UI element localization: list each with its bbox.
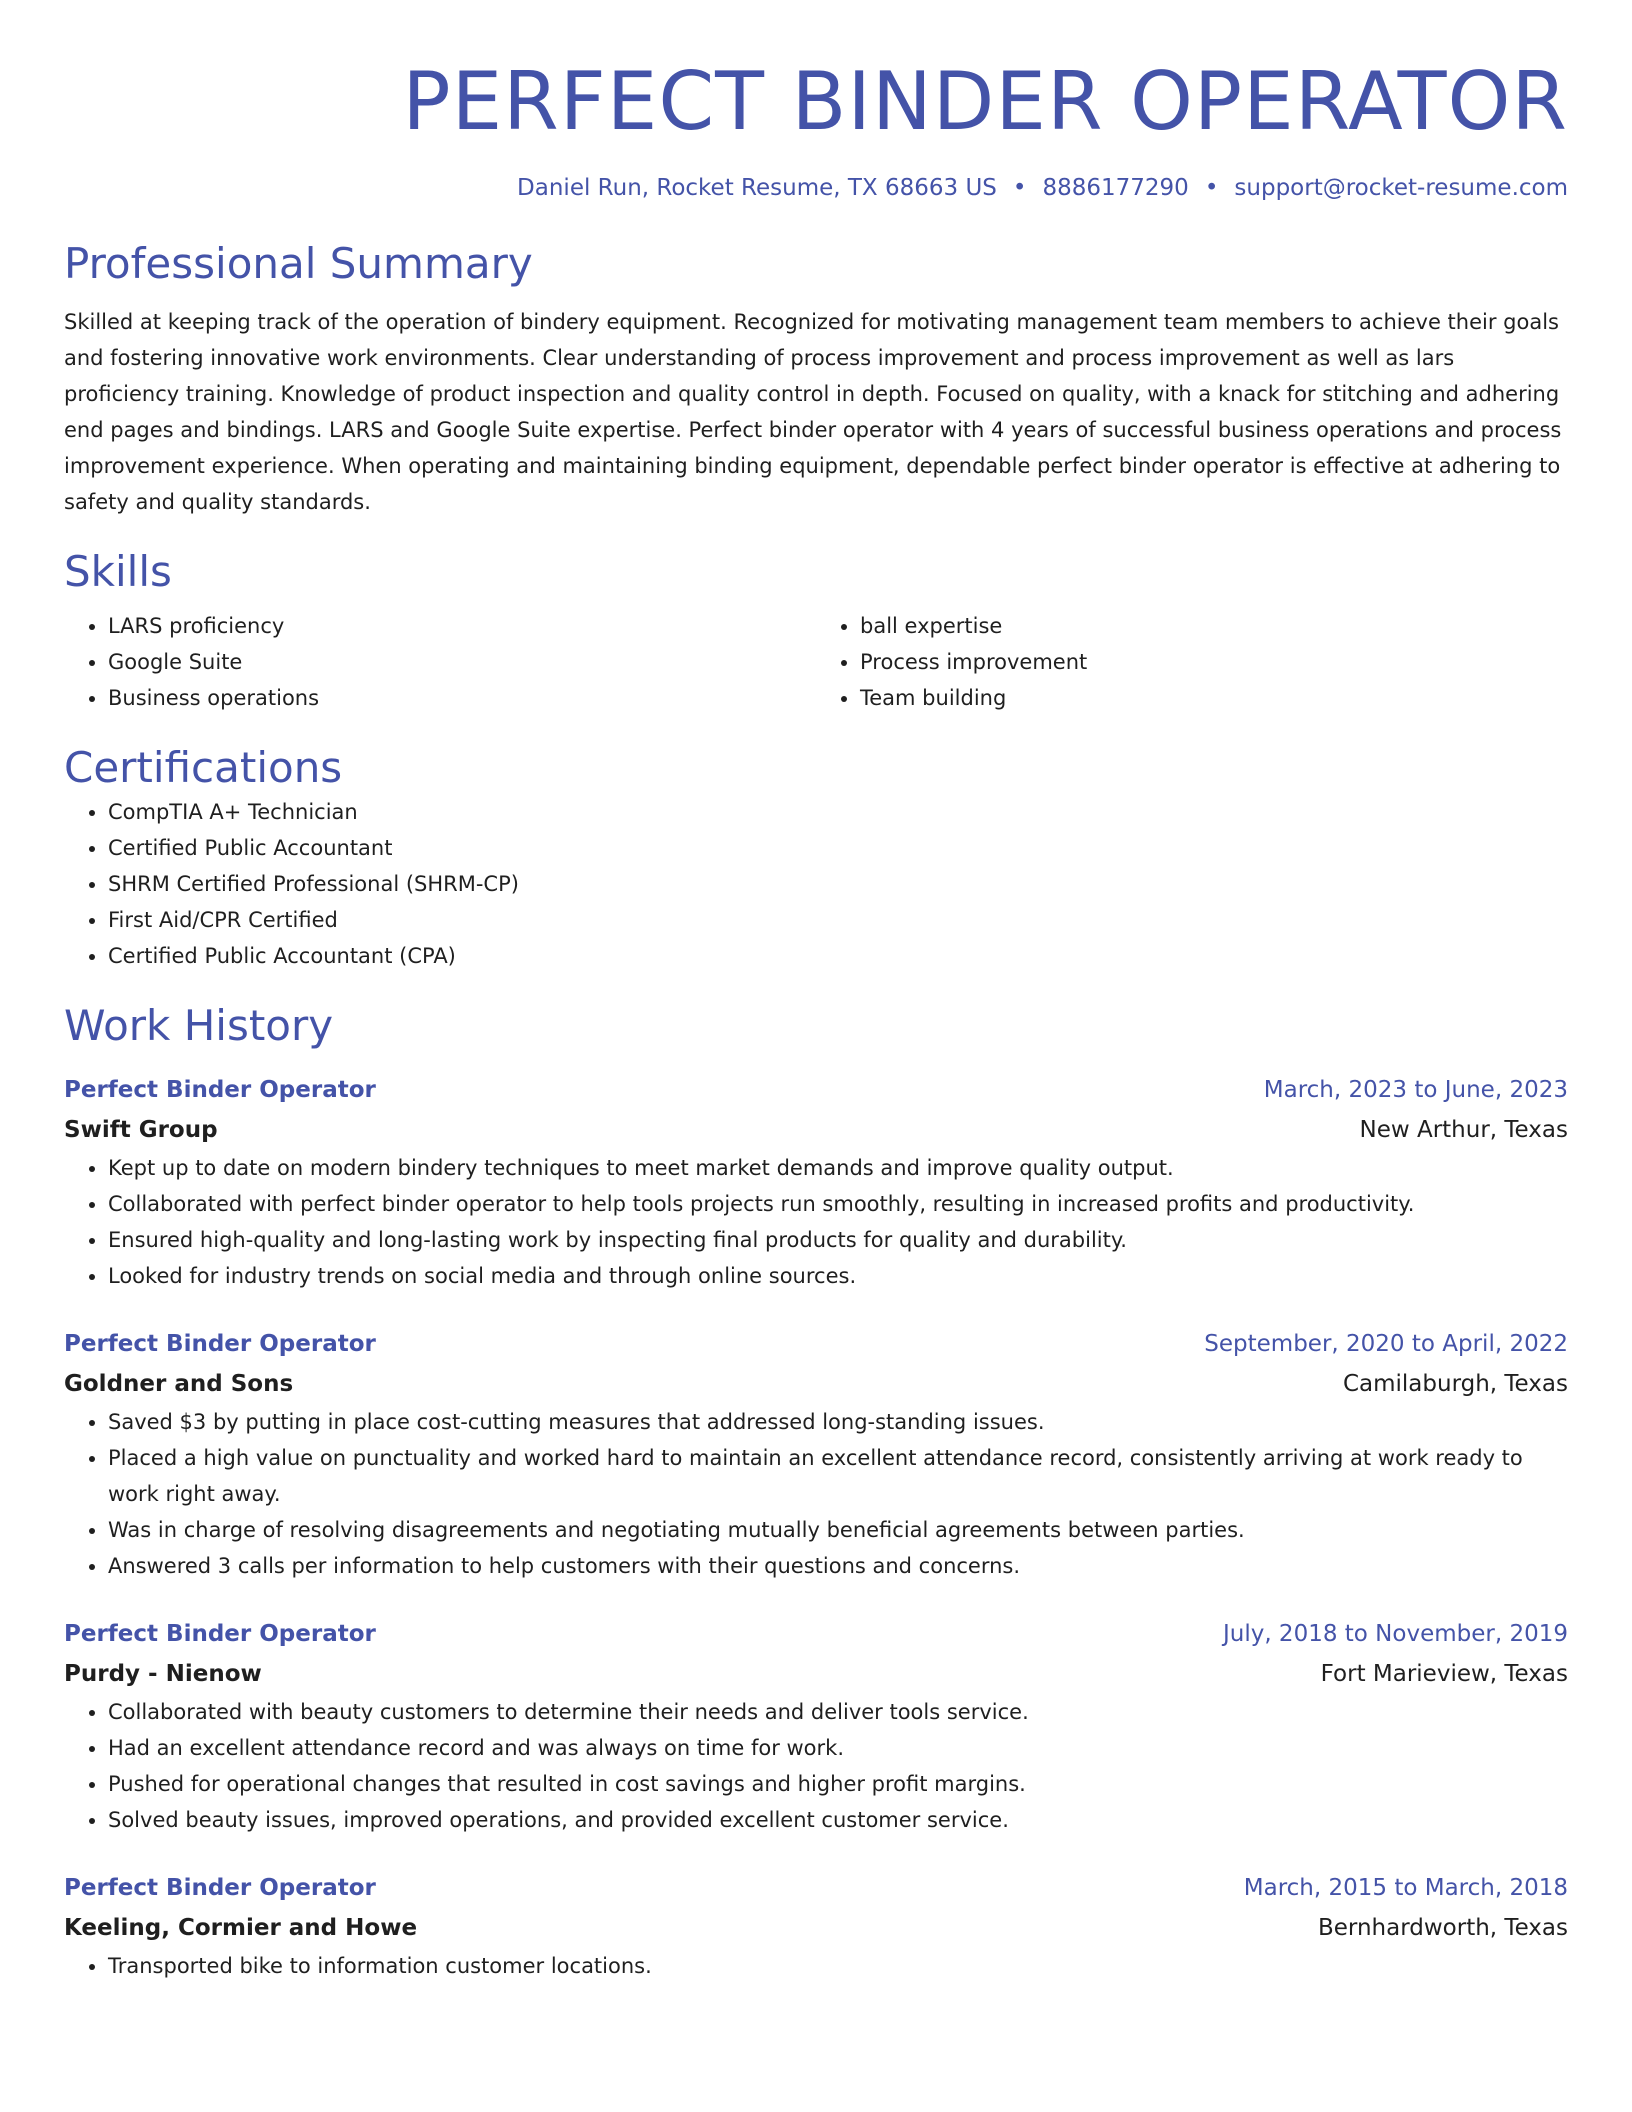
skill-item: • Business operations: [108, 680, 816, 716]
job-duty: • Collaborated with perfect binder operator to help tools projects run smoothly, resulting in increased profits and productivity.: [108, 1186, 1568, 1222]
job-title: Perfect Binder Operator: [64, 1331, 376, 1357]
job-company-row: [64, 1654, 1568, 1694]
job-company-row: [64, 1364, 1568, 1404]
contact-address: Daniel Run, Rocket Resume, TX 68663 US: [517, 175, 997, 201]
job-location: Bernhardworth, Texas: [1317, 1915, 1568, 1941]
job-duty: • Answered 3 calls per information to help customers with their questions and concerns.: [108, 1548, 1568, 1584]
certification-item: • Certified Public Accountant: [108, 830, 1568, 866]
job-company: Keeling, Cormier and Howe: [64, 1915, 418, 1941]
job-entry: [64, 1070, 1568, 1294]
skills-column-right: [816, 608, 1568, 716]
skill-item: • LARS proficiency: [108, 608, 816, 644]
job-duty: • Placed a high value on punctuality and worked hard to maintain an excellent attendance record, consistently arriving at work ready to work right away.: [108, 1440, 1568, 1512]
contact-separator: •: [1012, 175, 1027, 201]
contact-phone: 8886177290: [1042, 175, 1189, 201]
job-company: Swift Group: [64, 1117, 218, 1143]
job-entry: [64, 1324, 1568, 1584]
skill-item: • Team building: [860, 680, 1568, 716]
job-title: Perfect Binder Operator: [64, 1875, 376, 1901]
skill-item: • Process improvement: [860, 644, 1568, 680]
skills-list-right: [816, 608, 1568, 716]
certifications-list: [64, 794, 1568, 974]
certification-item: • SHRM Certified Professional (SHRM-CP): [108, 866, 1568, 902]
job-company-row: [64, 1908, 1568, 1948]
job-location: New Arthur, Texas: [1359, 1117, 1568, 1143]
job-title: Perfect Binder Operator: [64, 1621, 376, 1647]
job-duties-list: [64, 1694, 1568, 1838]
job-duties-list: [64, 1404, 1568, 1584]
job-header-row: [64, 1324, 1568, 1364]
job-dates: September, 2020 to April, 2022: [1204, 1331, 1568, 1357]
job-duties-list: [64, 1150, 1568, 1294]
certification-item: • CompTIA A+ Technician: [108, 794, 1568, 830]
summary-heading: Professional Summary: [64, 239, 533, 288]
job-duty: • Pushed for operational changes that resulted in cost savings and higher profit margins.: [108, 1766, 1568, 1802]
job-duty: • Had an excellent attendance record and was always on time for work.: [108, 1730, 1568, 1766]
job-entry: [64, 1868, 1568, 1984]
job-entry: [64, 1614, 1568, 1838]
job-header-row: [64, 1868, 1568, 1908]
job-duty: • Transported bike to information customer locations.: [108, 1948, 1568, 1984]
skills-heading: Skills: [64, 547, 172, 596]
contact-line: [64, 172, 1568, 204]
job-dates: March, 2015 to March, 2018: [1243, 1875, 1568, 1901]
certification-item: • Certified Public Accountant (CPA): [108, 938, 1568, 974]
job-header-row: [64, 1614, 1568, 1654]
job-duty: • Looked for industry trends on social media and through online sources.: [108, 1258, 1568, 1294]
summary-text: Skilled at keeping track of the operation of bindery equipment. Recognized for motivating management team members to achieve their goals and fostering innovative work environments. Clear understanding of process improvement and process improvement as well as lars proficiency training. Knowledge of product inspection and quality control in depth. Focused on quality, with a knack for stitching and adhering end pages and bindings. LARS and Google Suite expertise. Perfect binder operator with 4 years of successful business operations and process improvement experience. When operating and maintaining binding equipment, dependable perfect binder operator is effective at adhering to safety and quality standards.: [64, 310, 1562, 514]
job-duty: • Collaborated with beauty customers to determine their needs and deliver tools service.: [108, 1694, 1568, 1730]
job-duty: • Saved $3 by putting in place cost-cutting measures that addressed long-standing issues.: [108, 1404, 1568, 1440]
skill-item: • ball expertise: [860, 608, 1568, 644]
job-dates: July, 2018 to November, 2019: [1222, 1621, 1568, 1647]
job-duty: • Ensured high-quality and long-lasting work by inspecting final products for quality and durability.: [108, 1222, 1568, 1258]
skills-list-left: [64, 608, 816, 716]
job-duty: • Was in charge of resolving disagreements and negotiating mutually beneficial agreements between parties.: [108, 1512, 1568, 1548]
certifications-heading: Certifications: [64, 743, 343, 792]
skill-item: • Google Suite: [108, 644, 816, 680]
job-duty: • Kept up to date on modern bindery techniques to meet market demands and improve quality output.: [108, 1150, 1568, 1186]
job-location: Camilaburgh, Texas: [1342, 1371, 1568, 1397]
job-title: Perfect Binder Operator: [64, 1077, 376, 1103]
contact-email: support@rocket-resume.com: [1234, 175, 1568, 201]
job-location: Fort Marieview, Texas: [1320, 1661, 1568, 1687]
candidate-title: PERFECT BINDER OPERATOR: [402, 55, 1568, 148]
certification-item: • First Aid/CPR Certified: [108, 902, 1568, 938]
skills-column-left: [64, 608, 816, 716]
job-header-row: [64, 1070, 1568, 1110]
job-company: Purdy - Nienow: [64, 1661, 262, 1687]
job-company: Goldner and Sons: [64, 1371, 294, 1397]
contact-separator: •: [1204, 175, 1219, 201]
work-history-heading: Work History: [64, 1001, 334, 1050]
job-duty: • Solved beauty issues, improved operations, and provided excellent customer service.: [108, 1802, 1568, 1838]
job-company-row: [64, 1110, 1568, 1150]
skills-grid: [64, 608, 1568, 716]
job-dates: March, 2023 to June, 2023: [1263, 1077, 1568, 1103]
job-duties-list: [64, 1948, 1568, 1984]
